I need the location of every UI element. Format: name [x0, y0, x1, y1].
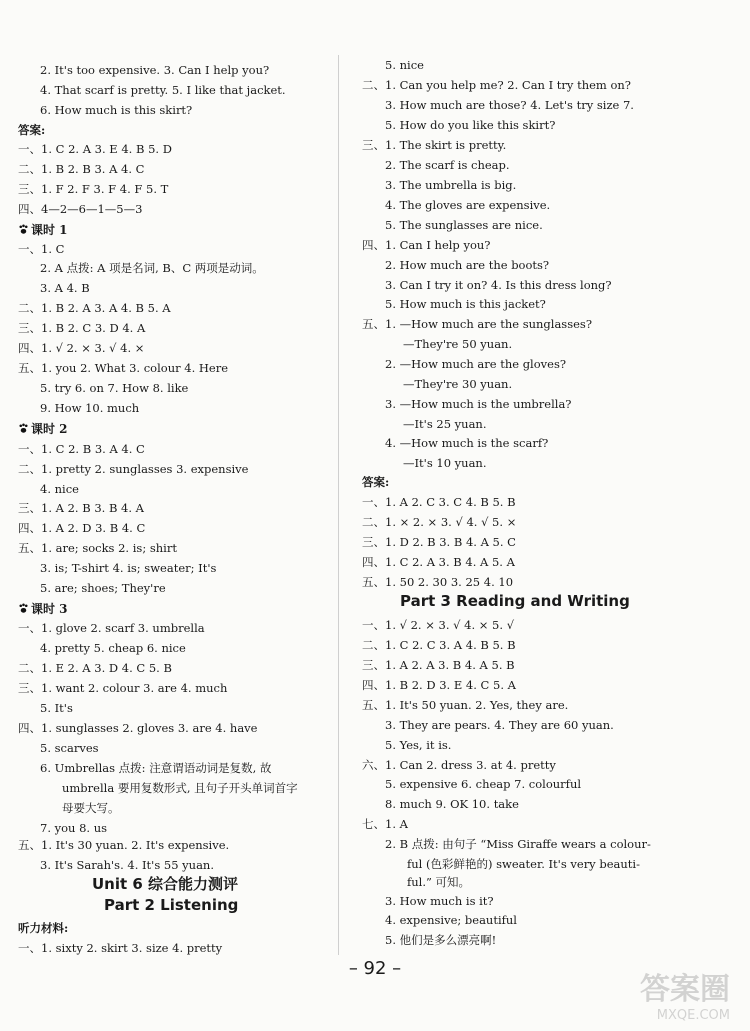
answer-line [18, 660, 172, 676]
answer-line [40, 62, 269, 78]
section-title: Part 3 Reading and Writing [400, 592, 630, 610]
answer-line [385, 117, 555, 133]
answer-line [18, 241, 64, 257]
answer-line [385, 217, 543, 233]
line-text: 三、1. A 2. A 3. B 4. A 5. B [362, 658, 515, 672]
answer-line [385, 893, 494, 909]
answer-line [40, 580, 166, 596]
line-text: 6. Umbrellas 点拨: 注意谓语动词是复数, 故 [40, 761, 272, 775]
column-divider [338, 55, 339, 955]
answer-line [362, 237, 490, 253]
answer-line [362, 757, 556, 773]
answer-line [18, 141, 172, 157]
line-text: 4. pretty 5. cheap 6. nice [40, 641, 186, 655]
line-text: 二、1. C 2. C 3. A 4. B 5. B [362, 638, 516, 652]
page-number: – 92 – [348, 958, 402, 979]
answer-line [18, 720, 258, 736]
answer-line [385, 356, 566, 372]
answer-line [18, 340, 144, 356]
answer-line [362, 534, 516, 550]
line-text: 5. try 6. on 7. How 8. like [40, 381, 189, 395]
line-text: 答案: [18, 123, 46, 137]
answer-line [362, 316, 592, 332]
line-text: 5. are; shoes; They're [40, 581, 166, 595]
answer-line [18, 940, 222, 956]
line-text: 4. nice [40, 482, 79, 496]
line-text: 9. How 10. much [40, 401, 140, 415]
paw-icon [18, 224, 29, 235]
answer-line [362, 816, 408, 832]
line-text: 3. The umbrella is big. [385, 178, 517, 192]
answer-line [407, 874, 470, 890]
line-text: 四、4—2—6—1—5—3 [18, 202, 143, 216]
line-text: 三、1. A 2. B 3. B 4. A [18, 501, 144, 515]
answer-line [385, 97, 634, 113]
lesson-heading [18, 420, 68, 437]
line-text: 一、1. √ 2. × 3. √ 4. × 5. √ [362, 618, 515, 632]
answer-line [385, 717, 614, 733]
line-text: 3. Can I try it on? 4. Is this dress long? [385, 278, 612, 292]
line-text: 2. The scarf is cheap. [385, 158, 510, 172]
answer-line [385, 177, 516, 193]
section-title: Unit 6 综合能力测评 [92, 875, 239, 893]
line-text: 3. How much are those? 4. Let's try size 7. [385, 98, 634, 112]
line-text: 四、1. B 2. D 3. E 4. C 5. A [362, 678, 516, 692]
answer-line [40, 400, 139, 416]
answer-line [385, 737, 451, 753]
line-text: 四、1. √ 2. × 3. √ 4. × [18, 341, 145, 355]
answer-line [18, 300, 171, 316]
answer-line [385, 296, 546, 312]
line-text: 听力材料: [18, 921, 69, 935]
answer-line [40, 640, 186, 656]
line-text: 课时 1 [31, 223, 68, 237]
answer-line [18, 540, 177, 556]
line-text: 4. —How much is the scarf? [385, 436, 549, 450]
line-text: 五、1. —How much are the sunglasses? [362, 317, 592, 331]
line-text: 7. you 8. us [40, 821, 108, 835]
line-text: 二、1. B 2. A 3. A 4. B 5. A [18, 301, 171, 315]
answer-line [385, 197, 550, 213]
answer-line [18, 320, 145, 336]
answer-line [40, 760, 272, 776]
line-text: 3. is; T-shirt 4. is; sweater; It's [40, 561, 217, 575]
line-text: 5. It's [40, 701, 73, 715]
paw-icon [18, 603, 29, 614]
line-text: 5. expensive 6. cheap 7. colourful [385, 777, 582, 791]
line-text: 五、1. It's 30 yuan. 2. It's expensive. [18, 838, 230, 852]
line-text: ful.” 可知。 [407, 875, 471, 889]
answer-line [62, 800, 120, 816]
line-text: umbrella 要用复数形式, 且句子开头单词首字 [62, 781, 298, 795]
watermark [640, 964, 730, 1023]
line-text: 四、1. A 2. D 3. B 4. C [18, 521, 146, 535]
line-text: 六、1. Can 2. dress 3. at 4. pretty [362, 758, 556, 772]
line-text: 一、1. C 2. A 3. E 4. B 5. D [18, 142, 172, 156]
answer-line [362, 617, 514, 633]
watermark-logo: 答案圈 [640, 972, 730, 1007]
line-text: 三、1. B 2. C 3. D 4. A [18, 321, 146, 335]
answer-line [403, 455, 487, 471]
line-text: 一、1. C 2. B 3. A 4. C [18, 442, 145, 456]
answer-line [362, 677, 516, 693]
line-text: 5. How do you like this skirt? [385, 118, 556, 132]
answer-line [18, 441, 145, 457]
answer-line [18, 837, 229, 853]
line-text: 一、1. A 2. C 3. C 4. B 5. B [362, 495, 516, 509]
lesson-heading [18, 600, 68, 617]
line-text: 课时 2 [31, 422, 68, 436]
answer-line [385, 57, 424, 73]
answer-line [18, 680, 227, 696]
answer-line [362, 637, 516, 653]
line-text: 3. How much is it? [385, 894, 494, 908]
answer-line [40, 260, 264, 276]
line-text: 5. nice [385, 58, 424, 72]
answer-line [385, 776, 581, 792]
answer-line [18, 122, 45, 138]
answer-line [385, 796, 519, 812]
line-text: 3. They are pears. 4. They are 60 yuan. [385, 718, 614, 732]
line-text: 5. Yes, it is. [385, 738, 452, 752]
answer-line [18, 920, 68, 936]
answer-line [40, 481, 79, 497]
line-text: 4. The gloves are expensive. [385, 198, 551, 212]
answer-line [362, 697, 568, 713]
line-text: 答案: [362, 475, 390, 489]
answer-line [403, 376, 512, 392]
answer-line [40, 857, 214, 873]
answer-line [40, 280, 90, 296]
answer-line [385, 912, 517, 928]
answer-line [362, 494, 516, 510]
answer-line [385, 277, 612, 293]
section-title: Part 2 Listening [104, 896, 239, 914]
line-text: 二、1. E 2. A 3. D 4. C 5. B [18, 661, 172, 675]
answer-line [362, 574, 513, 590]
line-text: 七、1. A [362, 817, 408, 831]
watermark-url: MXQE.COM [656, 1008, 730, 1023]
answer-line [385, 836, 651, 852]
line-text: —They're 30 yuan. [403, 377, 513, 391]
line-text: 三、1. F 2. F 3. F 4. F 5. T [18, 182, 169, 196]
line-text: 二、1. × 2. × 3. √ 4. √ 5. × [362, 515, 517, 529]
answer-line [362, 657, 515, 673]
answer-line [18, 161, 144, 177]
answer-line [18, 201, 142, 217]
line-text: 五、1. you 2. What 3. colour 4. Here [18, 361, 229, 375]
line-text: 3. A 4. B [40, 281, 90, 295]
answer-line [18, 520, 145, 536]
line-text: 6. How much is this skirt? [40, 103, 193, 117]
line-text: 五、1. 50 2. 30 3. 25 4. 10 [362, 575, 514, 589]
line-text: 2. How much are the boots? [385, 258, 550, 272]
paw-icon [18, 423, 29, 434]
line-text: 3. —How much is the umbrella? [385, 397, 572, 411]
line-text: 5. How much is this jacket? [385, 297, 546, 311]
answer-line [362, 474, 389, 490]
line-text: 一、1. sixty 2. skirt 3. size 4. pretty [18, 941, 223, 955]
line-text: 三、1. The skirt is pretty. [362, 138, 507, 152]
answer-line [40, 560, 216, 576]
answer-line [18, 461, 248, 477]
answer-line [362, 554, 515, 570]
line-text: 一、1. C [18, 242, 65, 256]
line-text: 课时 3 [31, 602, 68, 616]
answer-line [18, 620, 205, 636]
line-text: 二、1. Can you help me? 2. Can I try them on? [362, 78, 631, 92]
answer-line [18, 181, 168, 197]
line-text: —It's 25 yuan. [403, 417, 487, 431]
answer-line [403, 336, 512, 352]
answer-line [40, 82, 286, 98]
line-text: 五、1. It's 50 yuan. 2. Yes, they are. [362, 698, 569, 712]
line-text: 2. A 点拨: A 项是名词, B、C 两项是动词。 [40, 261, 264, 275]
answer-line [40, 380, 188, 396]
line-text: 5. 他们是多么漂亮啊! [385, 933, 497, 947]
line-text: 2. —How much are the gloves? [385, 357, 567, 371]
line-text: —They're 50 yuan. [403, 337, 513, 351]
answer-line [385, 157, 510, 173]
line-text: 8. much 9. OK 10. take [385, 797, 519, 811]
line-text: 2. B 点拨: 由句子 “Miss Giraffe wears a colour- [385, 837, 651, 851]
line-text: 五、1. are; socks 2. is; shirt [18, 541, 177, 555]
line-text: 4. That scarf is pretty. 5. I like that jacket. [40, 83, 286, 97]
line-text: 四、1. Can I help you? [362, 238, 491, 252]
line-text: 四、1. C 2. A 3. B 4. A 5. A [362, 555, 515, 569]
answer-line [385, 932, 496, 948]
lesson-heading [18, 221, 68, 238]
answer-line [362, 137, 506, 153]
line-text: 3. It's Sarah's. 4. It's 55 yuan. [40, 858, 214, 872]
answer-line [40, 700, 73, 716]
line-text: 二、1. pretty 2. sunglasses 3. expensive [18, 462, 249, 476]
line-text: ful (色彩鲜艳的) sweater. It's very beauti- [407, 857, 640, 871]
line-text: 5. The sunglasses are nice. [385, 218, 543, 232]
answer-line [62, 780, 298, 796]
line-text: —It's 10 yuan. [403, 456, 487, 470]
answer-line [385, 396, 571, 412]
answer-line [18, 500, 144, 516]
answer-line [403, 416, 487, 432]
answer-line [362, 514, 516, 530]
line-text: 2. It's too expensive. 3. Can I help you? [40, 63, 270, 77]
answer-line [385, 435, 548, 451]
line-text: 4. expensive; beautiful [385, 913, 517, 927]
answer-line [40, 102, 192, 118]
line-text: 三、1. D 2. B 3. B 4. A 5. C [362, 535, 516, 549]
answer-line [18, 360, 228, 376]
answer-line [407, 856, 640, 872]
line-text: 母要大写。 [62, 801, 120, 815]
answer-line [40, 740, 99, 756]
line-text: 二、1. B 2. B 3. A 4. C [18, 162, 145, 176]
answer-line [362, 77, 631, 93]
line-text: 5. scarves [40, 741, 99, 755]
line-text: 四、1. sunglasses 2. gloves 3. are 4. have [18, 721, 258, 735]
line-text: 一、1. glove 2. scarf 3. umbrella [18, 621, 205, 635]
line-text: 三、1. want 2. colour 3. are 4. much [18, 681, 228, 695]
answer-line [40, 820, 107, 836]
answer-line [385, 257, 549, 273]
